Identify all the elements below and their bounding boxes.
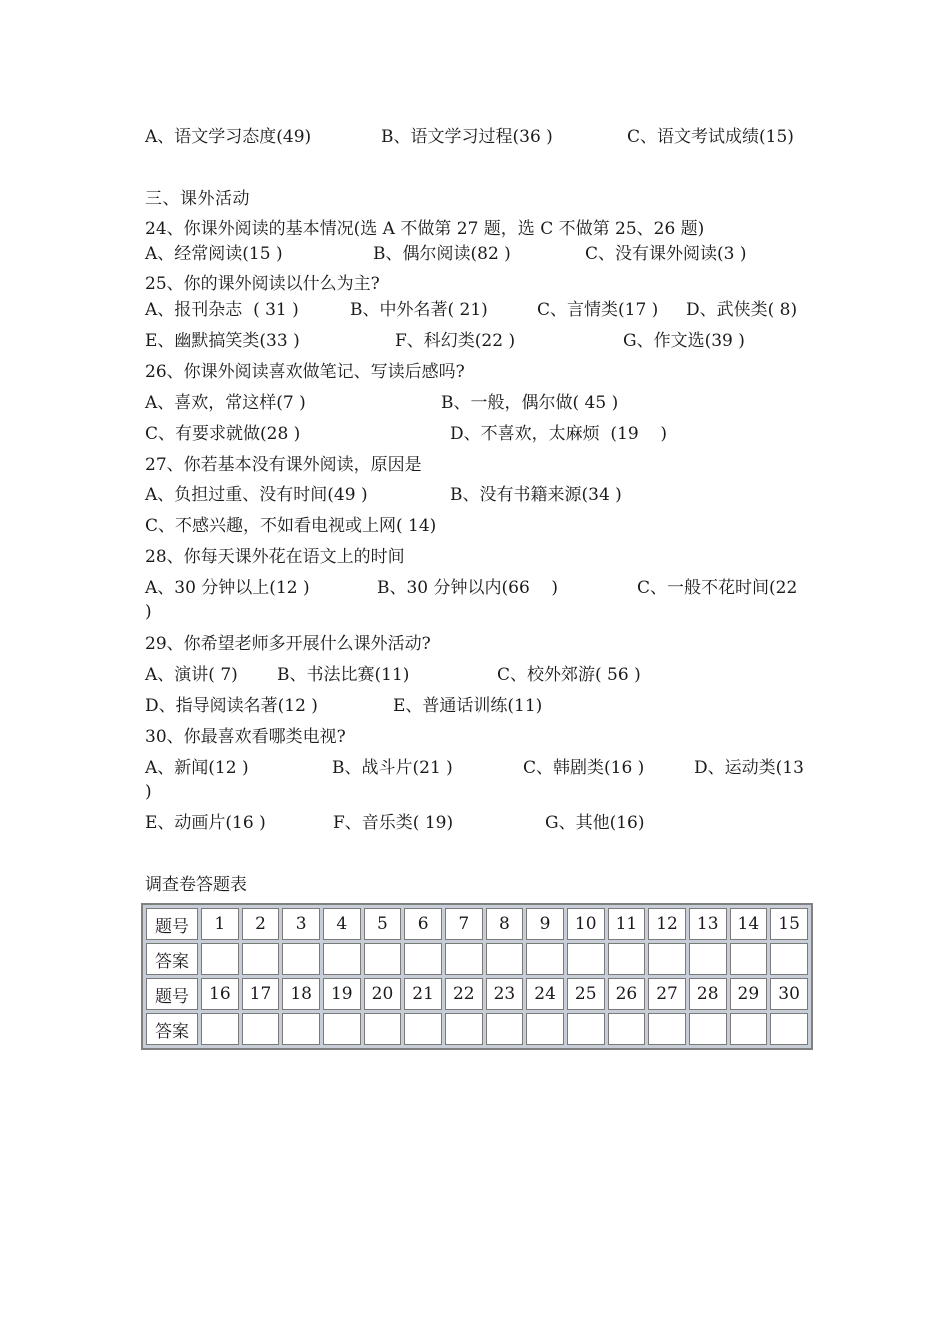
answer-label: 答案	[146, 1013, 198, 1045]
answer-label: 答案	[146, 943, 198, 975]
q26-option-c: C、有要求就做(28 )	[145, 424, 301, 444]
q23-option-b: B、语文学习过程(36 )	[381, 127, 553, 147]
q28-options	[145, 577, 798, 599]
q25-option-b: B、中外名著( 21)	[350, 300, 488, 320]
question-number-cell: 14	[730, 908, 768, 940]
answer-cell[interactable]	[608, 1013, 646, 1045]
question-number-cell: 6	[404, 908, 442, 940]
question-number-cell: 16	[201, 978, 239, 1010]
q26-options-row2	[145, 423, 667, 445]
q26-option-a: A、喜欢，常这样(7 )	[145, 393, 306, 413]
q29-options-row2	[145, 695, 543, 717]
q26-options-row1	[145, 392, 619, 414]
q27-option-b: B、没有书籍来源(34 )	[450, 485, 622, 505]
answer-cell[interactable]	[404, 943, 442, 975]
answer-cell[interactable]	[689, 1013, 727, 1045]
q28-option-a: A、30 分钟以上(12 )	[145, 578, 310, 598]
q30-options-row1	[145, 757, 804, 779]
question-number-cell: 30	[770, 978, 808, 1010]
answer-cell[interactable]	[689, 943, 727, 975]
q24-options	[145, 243, 747, 265]
answer-cell[interactable]	[445, 1013, 483, 1045]
q24-question: 24、你课外阅读的基本情况(选 A 不做第 27 题，选 C 不做第 25、26 题)	[145, 219, 705, 239]
section-title: 三、课外活动	[145, 189, 250, 209]
answer-cell[interactable]	[486, 1013, 524, 1045]
question-number-cell: 20	[364, 978, 402, 1010]
question-number-cell: 25	[567, 978, 605, 1010]
question-number-cell: 4	[323, 908, 361, 940]
question-number-cell: 27	[648, 978, 686, 1010]
q26-option-b: B、一般，偶尔做( 45 )	[441, 393, 619, 413]
answer-cell[interactable]	[730, 1013, 768, 1045]
answer-cell[interactable]	[445, 943, 483, 975]
table-row-questions-1	[146, 908, 808, 940]
q29-option-c: C、校外郊游( 56 )	[497, 665, 641, 685]
answer-cell[interactable]	[526, 943, 564, 975]
q27-options-row1	[145, 484, 622, 506]
q25-option-d: D、武侠类( 8)	[686, 300, 798, 320]
answer-table	[141, 903, 813, 1050]
question-number-cell: 5	[364, 908, 402, 940]
question-number-cell: 8	[486, 908, 524, 940]
question-number-cell: 7	[445, 908, 483, 940]
q30-option-d-cont: )	[145, 782, 152, 802]
q26-question: 26、你课外阅读喜欢做笔记、写读后感吗?	[145, 362, 465, 382]
q30-option-a: A、新闻(12 )	[145, 758, 249, 778]
question-number-cell: 23	[486, 978, 524, 1010]
answer-cell[interactable]	[648, 943, 686, 975]
q25-option-f: F、科幻类(22 )	[395, 331, 516, 351]
answer-cell[interactable]	[567, 1013, 605, 1045]
q30-options-row2	[145, 812, 645, 834]
q30-question: 30、你最喜欢看哪类电视?	[145, 727, 346, 747]
answer-cell[interactable]	[770, 943, 808, 975]
q23-options	[145, 126, 794, 148]
question-number-cell: 11	[608, 908, 646, 940]
question-number-cell: 13	[689, 908, 727, 940]
q28-option-b: B、30 分钟以内(66 )	[377, 578, 559, 598]
question-number-cell: 21	[404, 978, 442, 1010]
q23-option-a: A、语文学习态度(49)	[145, 127, 312, 147]
question-number-cell: 2	[242, 908, 280, 940]
answer-cell[interactable]	[526, 1013, 564, 1045]
q25-question: 25、你的课外阅读以什么为主?	[145, 274, 380, 294]
question-number-cell: 17	[242, 978, 280, 1010]
table-row-answers-1	[146, 943, 808, 975]
q26-option-d: D、不喜欢，太麻烦 (19 )	[450, 424, 667, 444]
answer-table-caption: 调查卷答题表	[145, 875, 247, 895]
question-number-cell: 18	[282, 978, 320, 1010]
question-number-cell: 10	[567, 908, 605, 940]
q30-option-f: F、音乐类( 19)	[333, 813, 454, 833]
answer-cell[interactable]	[770, 1013, 808, 1045]
question-number-cell: 1	[201, 908, 239, 940]
q29-option-e: E、普通话训练(11)	[393, 696, 543, 716]
q30-option-c: C、韩剧类(16 )	[523, 758, 645, 778]
answer-cell[interactable]	[567, 943, 605, 975]
answer-cell[interactable]	[648, 1013, 686, 1045]
answer-cell[interactable]	[201, 1013, 239, 1045]
q28-question: 28、你每天课外花在语文上的时间	[145, 547, 405, 567]
q28-option-c-cont: )	[145, 602, 152, 622]
q30-option-d: D、运动类(13	[694, 758, 804, 778]
q29-options-row1	[145, 664, 641, 686]
q25-option-e: E、幽默搞笑类(33 )	[145, 331, 300, 351]
answer-cell[interactable]	[730, 943, 768, 975]
table-row-answers-2	[146, 1013, 808, 1045]
q25-option-a: A、报刊杂志 ( 31 )	[145, 300, 299, 320]
q30-option-e: E、动画片(16 )	[145, 813, 266, 833]
answer-cell[interactable]	[323, 1013, 361, 1045]
answer-cell[interactable]	[201, 943, 239, 975]
question-number-cell: 28	[689, 978, 727, 1010]
q30-option-b: B、战斗片(21 )	[332, 758, 453, 778]
question-number-cell: 12	[648, 908, 686, 940]
q27-question: 27、你若基本没有课外阅读，原因是	[145, 455, 422, 475]
q23-option-c: C、语文考试成绩(15)	[627, 127, 794, 147]
q27-option-a: A、负担过重、没有时间(49 )	[145, 485, 368, 505]
q29-option-a: A、演讲( 7)	[145, 665, 238, 685]
q24-option-a: A、经常阅读(15 )	[145, 244, 283, 264]
q29-option-d: D、指导阅读名著(12 )	[145, 696, 318, 716]
question-number-cell: 22	[445, 978, 483, 1010]
q24-option-b: B、偶尔阅读(82 )	[373, 244, 511, 264]
question-number-cell: 9	[526, 908, 564, 940]
question-number-label: 题号	[146, 978, 198, 1010]
q24-option-c: C、没有课外阅读(3 )	[585, 244, 747, 264]
answer-cell[interactable]	[364, 943, 402, 975]
answer-cell[interactable]	[242, 943, 280, 975]
q28-option-c: C、一般不花时间(22	[637, 578, 798, 598]
q27-option-c: C、不感兴趣，不如看电视或上网( 14)	[145, 516, 437, 536]
answer-cell[interactable]	[486, 943, 524, 975]
question-number-cell: 3	[282, 908, 320, 940]
question-number-cell: 29	[730, 978, 768, 1010]
q25-options-row1	[145, 299, 798, 321]
q29-question: 29、你希望老师多开展什么课外活动?	[145, 634, 431, 654]
question-number-cell: 24	[526, 978, 564, 1010]
table-row-questions-2	[146, 978, 808, 1010]
q25-options-row2	[145, 330, 745, 352]
answer-cell[interactable]	[323, 943, 361, 975]
answer-cell[interactable]	[608, 943, 646, 975]
q25-option-c: C、言情类(17 )	[537, 300, 659, 320]
answer-cell[interactable]	[242, 1013, 280, 1045]
answer-cell[interactable]	[364, 1013, 402, 1045]
answer-cell[interactable]	[404, 1013, 442, 1045]
question-number-cell: 19	[323, 978, 361, 1010]
q30-option-g: G、其他(16)	[545, 813, 645, 833]
q25-option-g: G、作文选(39 )	[623, 331, 745, 351]
answer-cell[interactable]	[282, 1013, 320, 1045]
question-number-cell: 15	[770, 908, 808, 940]
q29-option-b: B、书法比赛(11)	[277, 665, 410, 685]
question-number-label: 题号	[146, 908, 198, 940]
answer-cell[interactable]	[282, 943, 320, 975]
question-number-cell: 26	[608, 978, 646, 1010]
